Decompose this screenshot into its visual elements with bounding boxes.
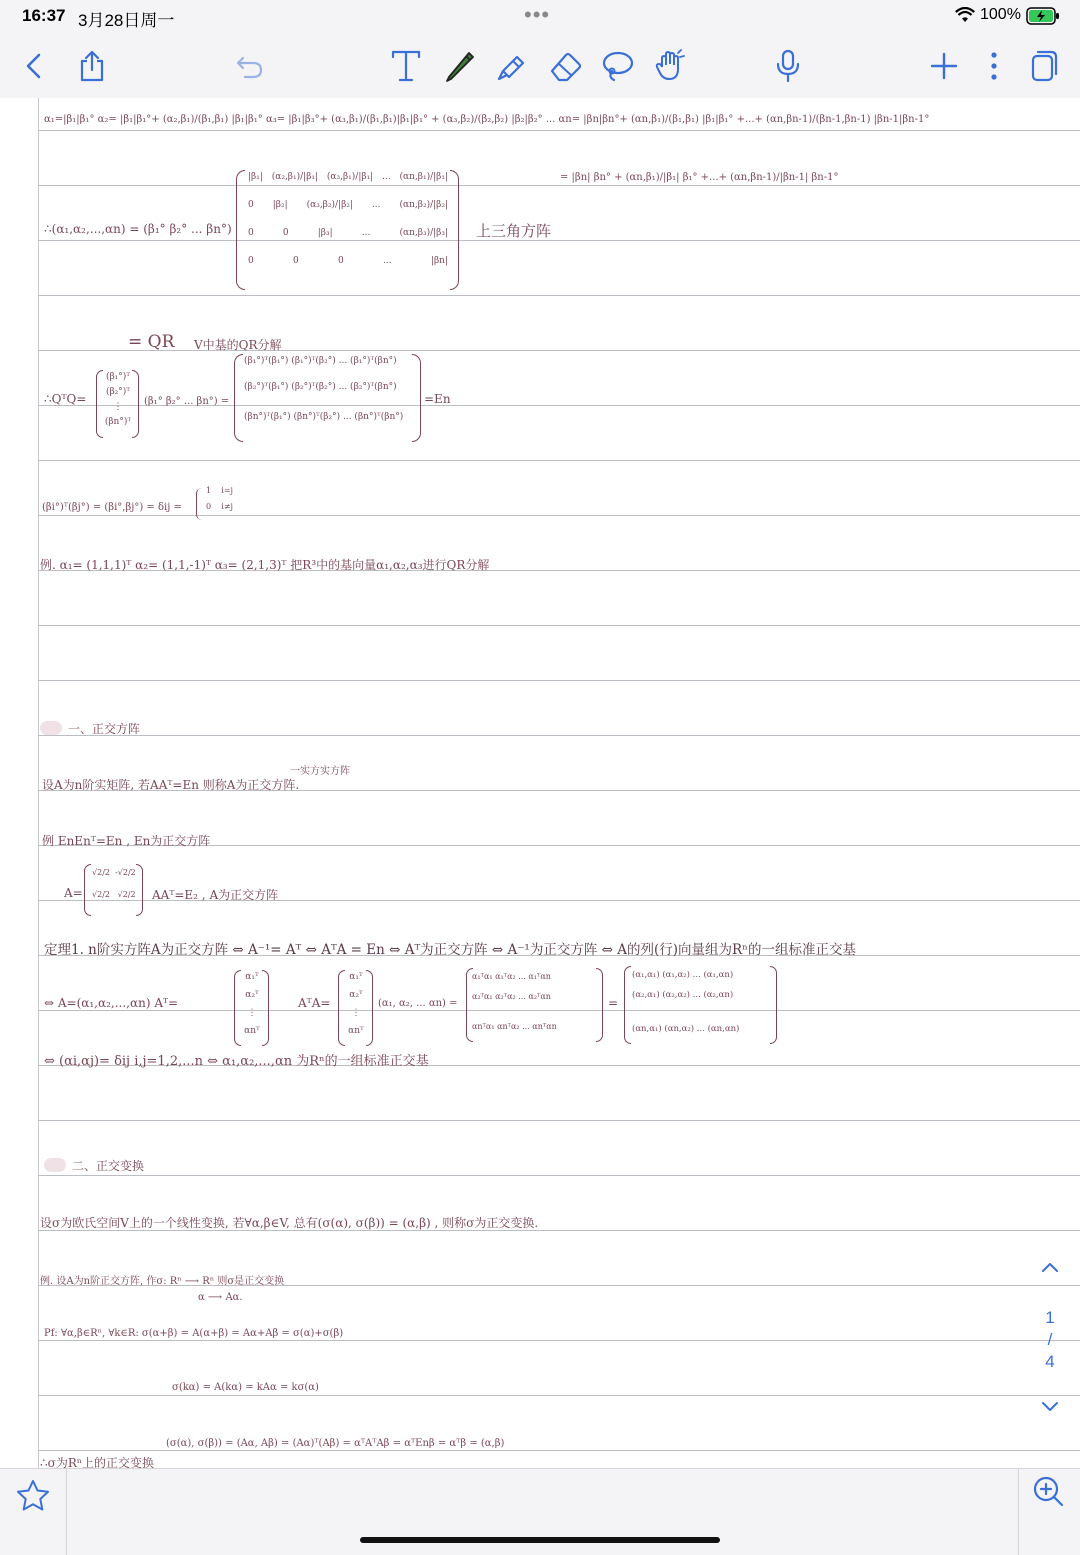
matrix-bracket-left: [84, 864, 91, 916]
matrix-cell: |βn|: [430, 256, 448, 266]
handwriting-line: = |βn| βn° + (αn,β₁)/|β₁| β₁° +...+ (αn,βn-1)/|βn-1| βn-1°: [560, 172, 839, 183]
inner-product-matrix: [632, 970, 739, 1044]
matrix-row: (βn°)ᵀ(β₁°) (βn°)ᵀ(β₂°) ... (βn°)ᵀ(βn°): [244, 412, 404, 422]
brace-icon: [196, 488, 203, 520]
matrix-cell: αnᵀ: [348, 1026, 364, 1036]
matrix-cell: (β₂°)ᵀ: [105, 387, 131, 397]
matrix-cell: (β₁°)ᵀ: [105, 372, 131, 382]
ruled-line: [38, 1450, 1080, 1451]
qt-column: [102, 372, 134, 432]
at-column: [344, 972, 368, 1044]
example-a-rhs: AAᵀ=E₂ , A为正交方阵: [152, 888, 279, 902]
matrix-bracket-right: [412, 354, 421, 442]
ruled-line: [38, 680, 1080, 681]
qtq-matrix: [244, 356, 403, 432]
next-page-button[interactable]: [1032, 1398, 1068, 1418]
ruled-line: [38, 240, 1080, 241]
matrix-cell: (αn,β₁)/|β₁|: [399, 172, 448, 182]
eraser-tool-button[interactable]: [546, 46, 586, 86]
microphone-button[interactable]: [768, 46, 808, 86]
undo-button[interactable]: [230, 46, 270, 86]
qtq-rhs: =En: [424, 392, 451, 406]
delta-cases: [206, 486, 233, 518]
chevron-left-icon: [22, 52, 46, 80]
matrix-cell: (α₃,β₂)/|β₂|: [306, 200, 353, 210]
ruled-line: [38, 1395, 1080, 1396]
total-pages: 4: [1045, 1352, 1055, 1371]
star-icon: [16, 1479, 50, 1511]
matrix-lhs: ∴(α₁,α₂,...,αn) = (β₁° β₂° ... βn°): [44, 222, 232, 236]
matrix-cell: ⋮: [351, 1008, 361, 1018]
microphone-icon: [775, 49, 801, 83]
matrix-bracket-right: [136, 864, 143, 916]
handwriting-line: α₁=|β₁|β₁° α₂= |β₁|β₁°+ (α₂,β₁)/(β₁,β₁) |β₁|β₁° α₃= |β₁|β₃°+ (α₃,β₁)/(β₁,β₁)|β₁|β₁° + (α₃,β₂)/(β₂,β₂) |β₂|β₂° ... αn= |βn|βn°+ (αn,β₁)/(β₁,β₁) |β₁|β₁° +...+ (αn,βn-1)/(βn-1,βn-1) |βn-1|βn-1°: [44, 114, 930, 125]
share-icon: [77, 50, 107, 82]
matrix-row: [248, 172, 448, 200]
matrix-cell: α₂ᵀ: [349, 990, 363, 1000]
eraser-icon: [548, 49, 584, 83]
ruled-line: [38, 1120, 1080, 1121]
matrix-bracket-right: [450, 170, 459, 290]
note-page[interactable]: [0, 98, 1080, 1468]
proof-line: Pf: ∀α,β∈Rⁿ, ∀k∈R: σ(α+β) = A(α+β) = Aα+Aβ = σ(α)+σ(β): [44, 1328, 344, 1339]
ruled-line: [38, 735, 1080, 736]
pen-tool-button[interactable]: [440, 46, 480, 86]
at-column: [240, 972, 264, 1044]
equivalence-last: ⇔ (αi,αj)= δij i,j=1,2,...n ⇔ α₁,α₂,...,αn 为Rⁿ的一组标准正交基: [44, 1054, 429, 1069]
pages-button[interactable]: [1024, 46, 1064, 86]
matrix-cell: ⋮: [247, 1008, 257, 1018]
qtq-lhs: ∴QᵀQ=: [44, 392, 87, 406]
page-margin-line: [38, 98, 39, 1468]
matrix-row: [248, 256, 448, 284]
matrix-cell: (βn°)ᵀ: [104, 417, 132, 427]
delta-line: (βi°)ᵀ(βj°) = (βi°,βj°) = δij =: [42, 502, 182, 513]
matrix-row: (α₂,α₁) (α₂,α₂) ... (α₂,αn): [632, 990, 734, 1000]
matrix-cell: ⋮: [113, 402, 123, 412]
matrix-cell: α₂ᵀ: [245, 990, 259, 1000]
ruled-line: [38, 185, 1080, 186]
ruled-line: [38, 1010, 1080, 1011]
matrix-row: (β₁°)ᵀ(β₁°) (β₁°)ᵀ(β₂°) ... (β₁°)ᵀ(βn°): [244, 356, 397, 366]
matrix-cell: αnᵀ: [244, 1026, 260, 1036]
proof-line: σ(kα) = A(kα) = kAα = kσ(α): [172, 1382, 319, 1393]
delta-case: 0 i≠j: [206, 502, 234, 511]
ruled-line: [38, 130, 1080, 131]
matrix-cell: 0: [248, 228, 254, 238]
matrix-cell: 0: [338, 256, 344, 266]
example-qr: 例. α₁= (1,1,1)ᵀ α₂= (1,1,-1)ᵀ α₃= (2,1,3)ᵀ 把R³中的基向量α₁,α₂,α₃进行QR分解: [40, 558, 490, 572]
page-separator: /: [1047, 1330, 1053, 1349]
more-vertical-icon: [989, 51, 999, 81]
matrix-cell: α₁ᵀ: [245, 972, 259, 982]
ruled-line: [38, 1175, 1080, 1176]
section-title-orthogonal-matrix: 一、正交方阵: [68, 722, 141, 736]
equivalence-ata-mid: (α₁, α₂, ... αn) =: [378, 998, 458, 1009]
chevron-up-icon: [1041, 1261, 1059, 1273]
matrix-row: [248, 228, 448, 256]
status-bar: [0, 0, 1080, 34]
matrix-cell: (α₃,β₁)/|β₁|: [326, 172, 374, 182]
page-navigator: [1032, 1258, 1068, 1428]
zoom-button[interactable]: [1032, 1475, 1064, 1512]
matrix-row: (αn,α₁) (αn,α₂) ... (αn,αn): [632, 1024, 740, 1034]
matrix-cell: (αn,β₂)/|β₂|: [399, 200, 448, 210]
matrix-cell: |β₃|: [317, 228, 333, 238]
matrix-row: α₁ᵀα₁ α₁ᵀα₂ ... α₁ᵀαn: [472, 972, 551, 981]
matrix-cell: |β₂|: [272, 200, 288, 210]
example-transform-map: α ⟶ Aα.: [198, 1292, 243, 1303]
matrix-cell: 0: [282, 228, 289, 238]
matrix-cell: ...: [371, 200, 381, 210]
battery-icon: [1026, 7, 1060, 30]
status-time: 16:37: [22, 6, 66, 25]
ruled-line: [38, 460, 1080, 461]
ruled-line: [38, 515, 1080, 516]
ruled-line: [38, 295, 1080, 296]
current-page-number: 1: [1045, 1308, 1055, 1327]
matrix-bracket-right: [770, 966, 777, 1044]
matrix-cell: ...: [382, 172, 391, 182]
matrix-cell: α₁ᵀ: [349, 972, 363, 982]
pages-icon: [1030, 50, 1058, 82]
qr-note: V中基的QR分解: [194, 338, 282, 352]
favorite-button[interactable]: [16, 1479, 50, 1516]
plus-icon: [930, 52, 958, 80]
more-button[interactable]: [974, 46, 1014, 86]
section-marker-icon: [44, 1158, 66, 1172]
battery-percent: 100%: [980, 6, 1021, 23]
back-button[interactable]: [14, 46, 54, 86]
section-marker-icon: [40, 721, 62, 735]
multitasking-dots[interactable]: •••: [524, 2, 551, 27]
matrix-bracket-right: [596, 968, 603, 1042]
matrix-cell: |β₁|: [248, 172, 263, 182]
example-a-matrix: [92, 868, 136, 912]
highlighter-tool-button[interactable]: [492, 46, 532, 86]
proof-conclusion: ∴σ为Rⁿ上的正交变换: [40, 1456, 155, 1468]
matrix-cell: 0: [248, 200, 254, 210]
hand-icon: [653, 49, 687, 83]
theorem-1: 定理1. n阶实方阵A为正交方阵 ⇔ A⁻¹= Aᵀ ⇔ AᵀA = En ⇔ Aᵀ为正交方阵 ⇔ A⁻¹为正交方阵 ⇔ A的列(行)向量组为Rⁿ的一组标准正交基: [44, 942, 856, 958]
toolbar: [0, 34, 1080, 99]
zoom-in-icon: [1032, 1475, 1064, 1507]
qtq-row: (β₁° β₂° ... βn°) =: [144, 396, 230, 407]
example-a-lhs: A=: [64, 886, 83, 900]
bottom-divider: [66, 1469, 67, 1555]
hand-tool-button[interactable]: [650, 46, 690, 86]
share-button[interactable]: [72, 46, 112, 86]
matrix-bracket-left: [236, 170, 245, 290]
delta-case: 1 i=j: [206, 486, 234, 495]
matrix-row: (α₁,α₁) (α₁,α₂) ... (α₁,αn): [632, 970, 734, 980]
ruled-line: [38, 625, 1080, 626]
text-tool-button[interactable]: [386, 46, 426, 86]
section-title-orthogonal-transform: 二、正交变换: [72, 1159, 145, 1173]
wifi-icon: [955, 7, 975, 28]
matrix-row: [248, 200, 448, 228]
matrix-cell: 0: [293, 256, 299, 266]
definition-orthogonal-matrix: 设A为n阶实矩阵, 若AAᵀ=En 则称A为正交方阵.: [42, 778, 300, 792]
previous-page-button[interactable]: [1032, 1258, 1068, 1278]
bottom-divider: [1018, 1469, 1019, 1555]
highlighter-icon: [495, 49, 529, 83]
equals-sign: =: [608, 996, 619, 1010]
home-indicator: [360, 1537, 720, 1543]
pen-icon: [443, 49, 477, 83]
matrix-row: √2/2 √2/2: [92, 890, 136, 899]
equivalence-a: ⇔ A=(α₁,α₂,...,αn) Aᵀ=: [44, 996, 179, 1010]
status-date: 3月28日周一: [78, 11, 175, 30]
equivalence-ata: AᵀA=: [298, 996, 331, 1010]
matrix-cell: 0: [248, 256, 254, 266]
lasso-tool-button[interactable]: [598, 46, 638, 86]
chevron-down-icon: [1041, 1401, 1059, 1413]
matrix-bracket-left: [234, 354, 243, 442]
example-transform: 例. 设A为n阶正交方阵, 作σ: Rⁿ ⟶ Rⁿ 则σ是正交变换: [40, 1276, 285, 1287]
matrix-row: √2/2 -√2/2: [92, 868, 136, 877]
upper-triangular-matrix: [248, 172, 448, 284]
text-tool-icon: [390, 49, 422, 83]
undo-icon: [235, 52, 265, 80]
definition-orthogonal-transform: 设σ为欧氏空间V上的一个线性变换, 若∀α,β∈V, 总有(σ(α), σ(β)) = (α,β) , 则称σ为正交变换.: [40, 1216, 539, 1230]
matrix-row: αnᵀα₁ αnᵀα₂ ... αnᵀαn: [472, 1022, 557, 1031]
matrix-row: α₂ᵀα₁ α₂ᵀα₂ ... α₂ᵀαn: [472, 992, 551, 1001]
qr-label: = QR: [128, 332, 175, 352]
example-identity: 例 EnEnᵀ=En , En为正交方阵: [42, 834, 211, 848]
matrix-cell: (αn,β₃)/|β₃|: [399, 228, 448, 238]
proof-line: (σ(α), σ(β)) = (Aα, Aβ) = (Aα)ᵀ(Aβ) = αᵀAᵀAβ = αᵀEnβ = αᵀβ = (α,β): [166, 1438, 505, 1449]
matrix-cell: (α₂,β₁)/|β₁|: [271, 172, 319, 182]
matrix-cell: ...: [361, 228, 371, 238]
matrix-cell: ...: [383, 256, 392, 266]
matrix-bracket-left: [624, 966, 631, 1044]
handwriting-annotation: 一实方实方阵: [290, 766, 350, 777]
ruled-line: [38, 1340, 1080, 1341]
lasso-icon: [600, 49, 636, 83]
ata-matrix: [472, 972, 557, 1042]
add-button[interactable]: [924, 46, 964, 86]
matrix-row: (β₂°)ᵀ(β₁°) (β₂°)ᵀ(β₂°) ... (β₂°)ᵀ(βn°): [244, 382, 397, 392]
upper-triangular-label: 上三角方阵: [476, 222, 552, 240]
